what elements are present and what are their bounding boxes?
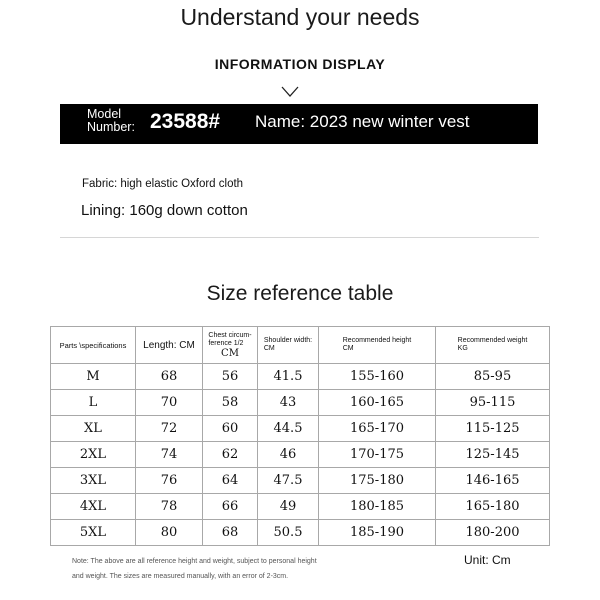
cell-height: 170-175 xyxy=(319,442,436,468)
cell-height: 160-165 xyxy=(319,390,436,416)
page-title: Understand your needs xyxy=(180,4,420,30)
cell-chest: 62 xyxy=(203,442,258,468)
chevron-down-icon xyxy=(281,86,299,98)
fabric-info: Fabric: high elastic Oxford cloth xyxy=(82,178,244,190)
cell-weight: 165-180 xyxy=(436,494,550,520)
table-header-row xyxy=(51,327,550,364)
cell-shoulder: 50.5 xyxy=(258,520,319,546)
table-row xyxy=(51,416,550,442)
unit-label: Unit: Cm xyxy=(464,553,511,567)
header-height: Recommended height CM xyxy=(319,327,436,364)
cell-size: 3XL xyxy=(51,468,136,494)
cell-size: 5XL xyxy=(51,520,136,546)
cell-weight: 115-125 xyxy=(436,416,550,442)
header-parts: Parts \specifications xyxy=(51,327,136,364)
cell-height: 155-160 xyxy=(319,364,436,390)
header-length: Length: CM xyxy=(136,327,203,364)
header-chest: Chest circum- ference 1/2 CM xyxy=(203,327,258,364)
size-table xyxy=(50,326,550,546)
lining-info: Lining: 160g down cotton xyxy=(81,202,248,219)
cell-size: XL xyxy=(51,416,136,442)
table-row xyxy=(51,520,550,546)
table-row xyxy=(51,494,550,520)
table-row xyxy=(51,364,550,390)
cell-shoulder: 43 xyxy=(258,390,319,416)
section-subtitle: INFORMATION DISPLAY xyxy=(214,56,386,72)
product-name: Name: 2023 new winter vest xyxy=(255,112,470,131)
table-row xyxy=(51,390,550,416)
cell-shoulder: 47.5 xyxy=(258,468,319,494)
cell-size: 2XL xyxy=(51,442,136,468)
cell-chest: 58 xyxy=(203,390,258,416)
cell-length: 72 xyxy=(136,416,203,442)
cell-weight: 95-115 xyxy=(436,390,550,416)
cell-length: 70 xyxy=(136,390,203,416)
model-number-label: Model Number: xyxy=(87,107,135,134)
cell-size: M xyxy=(51,364,136,390)
note-line-1: Note: The above are all reference height and weight, subject to personal height xyxy=(72,558,317,565)
cell-shoulder: 44.5 xyxy=(258,416,319,442)
cell-chest: 64 xyxy=(203,468,258,494)
cell-shoulder: 49 xyxy=(258,494,319,520)
note-line-2: and weight. The sizes are measured manually, with an error of 2-3cm. xyxy=(72,573,289,580)
cell-shoulder: 41.5 xyxy=(258,364,319,390)
model-number-value: 23588# xyxy=(150,110,221,133)
cell-length: 80 xyxy=(136,520,203,546)
cell-chest: 60 xyxy=(203,416,258,442)
cell-height: 180-185 xyxy=(319,494,436,520)
divider xyxy=(60,237,539,238)
cell-shoulder: 46 xyxy=(258,442,319,468)
cell-weight: 125-145 xyxy=(436,442,550,468)
header-shoulder: Shoulder width: CM xyxy=(258,327,319,364)
table-row xyxy=(51,468,550,494)
cell-weight: 85-95 xyxy=(436,364,550,390)
cell-chest: 66 xyxy=(203,494,258,520)
cell-chest: 56 xyxy=(203,364,258,390)
header-weight: Recommended weight KG xyxy=(436,327,550,364)
cell-weight: 146-165 xyxy=(436,468,550,494)
cell-length: 74 xyxy=(136,442,203,468)
table-row xyxy=(51,442,550,468)
cell-height: 175-180 xyxy=(319,468,436,494)
cell-height: 185-190 xyxy=(319,520,436,546)
cell-height: 165-170 xyxy=(319,416,436,442)
cell-length: 68 xyxy=(136,364,203,390)
model-banner xyxy=(60,104,538,144)
cell-chest: 68 xyxy=(203,520,258,546)
cell-length: 76 xyxy=(136,468,203,494)
cell-size: L xyxy=(51,390,136,416)
size-table-title: Size reference table xyxy=(206,282,394,305)
cell-weight: 180-200 xyxy=(436,520,550,546)
cell-size: 4XL xyxy=(51,494,136,520)
cell-length: 78 xyxy=(136,494,203,520)
